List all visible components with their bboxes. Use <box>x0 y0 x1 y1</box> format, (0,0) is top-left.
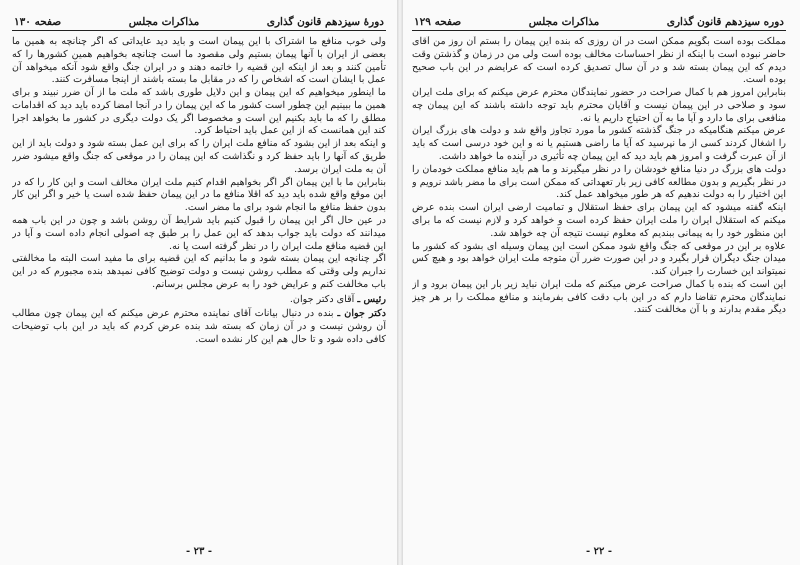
book-gutter <box>397 0 403 565</box>
paragraph: ما اینطور میخواهیم که این پیمان و این دلایل طوری باشد که ملت ما از آن ضرر نبیند و برای همین ما ببینیم این چطور است کشور ما که این پیمان را در آنجا امضا کرده باید دید که اقدامات مطلق را که ما باید بکنیم این است و مخصوصا اگر یک دولت دیگری در کشور ما بخواهد اجرا کند این همانست که از این عمل باید احتیاط کرد. <box>12 87 386 137</box>
page-number: - ۲۲ - <box>585 546 612 557</box>
header-title: دوره سیزدهم قانون گذاری <box>666 16 784 28</box>
paragraph: بنابراین امروز هم با کمال صراحت در حضور نمایندگان محترم عرض میکنم که برای ملت ایران سود و صلاحی در این پیمان نیست و آقایان محترم باید توجه داشته باشند که این پیمان چه منافعی برای ما دارد و آیا ما به آن احتیاج داریم یا نه. <box>412 87 786 124</box>
header-center: مذاکرات مجلس <box>528 16 600 28</box>
running-head <box>412 6 786 31</box>
paragraph: عرض میکنم هنگامیکه در جنگ گذشته کشور ما مورد تجاوز واقع شد و دولت های بزرگ ایران را اشغال کردند کسی از ما نپرسید که آیا ما راضی هستیم یا نه و این خود درسی است که باید از آن عبرت گرفت و امروز هم باید دید که این پیمان چه تأثیری در آینده ما خواهد داشت. <box>412 125 786 163</box>
page-number: - ۲۳ - <box>185 546 212 557</box>
paragraph: علاوه بر این در موقعی که جنگ واقع شود ممکن است این پیمان وسیله ای بشود که کشور ما میدان جنگ دیگران قرار بگیرد و در این صورت ضرر آن متوجه ملت ایران خواهد بود و هیچ کس نمیتواند این خسارت را جبران کند. <box>412 240 786 278</box>
speaker-entry <box>12 308 386 346</box>
speaker-text: آقای دکتر جوان. <box>289 293 355 305</box>
paragraph: مملکت بوده است بگویم ممکن است در آن روزی که بنده این پیمان را بستم آن روز من آقای حاضر نبوده است با اینکه از نظر احساسات مخالف بوده است ولی من در زمان و گذشتن وقت دیدم که این پیمان بسته شد و در آن سال تصدیق کرده است که عرایضم در این باب صحیح بوده است. <box>412 36 786 86</box>
header-page-label: صفحه ۱۳۰ <box>14 16 62 28</box>
header-center: مذاکرات مجلس <box>128 16 200 28</box>
speaker-entry <box>12 294 386 307</box>
paragraph: بنابراین ما با این پیمان اگر اگر بخواهیم اقدام کنیم ملت ایران مخالف است و این کار را که در این موقع واقع شده باید دید که اقلا منافع ما در این پیمان حفظ شده است یا خیر و اگر این کار بدون حفظ منافع ما انجام شود برای ما مضر است. <box>12 176 386 214</box>
header-page-label: صفحه ۱۲۹ <box>414 16 462 28</box>
paragraph: اینکه گفته میشود که این پیمان برای حفظ استقلال و تمامیت ارضی ایران است بنده عرض میکنم که استقلال ایران را ملت ایران حفظ کرده است و خواهد کرد و لازم نیست که ما برای این منظور خود را به پیمانی ببندیم که معلوم نیست نتیجه آن چه خواهد شد. <box>412 202 786 239</box>
header-title: دورهٔ سیزدهم قانون گذاری <box>266 16 384 28</box>
paragraph: دولت های بزرگ در دنیا منافع خودشان را در نظر میگیرند و ما هم باید منافع مملکت خودمان را در نظر بگیریم و بدون مطالعه کافی زیر بار تعهداتی که ممکن است برای ما مضر باشد نرویم و این اختیار را به دولت ندهیم که هر طور میخواهد عمل کند. <box>412 163 786 201</box>
paragraph: این است که بنده با کمال صراحت عرض میکنم که ملت ایران نباید زیر بار این پیمان برود و از نمایندگان محترم تقاضا دارم که در این باب دقت کافی بفرمایند و منافع مملکت را بر هر چیز دیگر مقدم بدارند و با آن مخالفت کنند. <box>412 278 786 316</box>
page-body <box>412 36 786 532</box>
page-body <box>12 36 386 532</box>
running-head <box>12 6 386 31</box>
paragraph: اگر چنانچه این پیمان بسته شود و ما بدانیم که این قضیه برای ما مفید است البته ما مخالفتی نداریم ولی وقتی که مطلب روشن نیست و دولت توضیح کافی نمیدهد بنده مجبورم که در این باب مخالفت کنم و عرایض خود را به عرض مجلس برسانم. <box>12 253 386 290</box>
speaker-name: دکتر جوان ـ <box>337 308 386 320</box>
left-page <box>6 6 392 559</box>
speaker-text: بنده در دنبال بیانات آقای نماینده محترم عرض میکنم که این پیمان چون مطالب آن روشن نیست و در آن زمان که بسته شد بنده عرض کردم که باید در این باب توضیحات کافی داده شود و تا حال هم این کار نشده است. <box>12 308 386 345</box>
paragraph: ولی خوب منافع ما اشتراک با این پیمان است و باید دید عایداتی که اگر چنانچه به همین ما بعضی از ایران با آنها پیمان بستیم ولی مقصود ما است چنانچه بخواهیم همین کشورها را که تأمین کنند و بعد از اینکه این قضیه را خاتمه دهند و در ایران جنگ واقع شود آنکه میخواهد آن عمل با ایشان است که اشخاص را که در مقابل ما بسته باشند از اینجا مسافرت کنند. <box>12 36 386 86</box>
speaker-name: رئیس ـ <box>357 293 386 305</box>
paragraph: در عین حال اگر این پیمان را قبول کنیم باید شرایط آن روشن باشد و چون در این باب همه میدانند که دولت باید جواب بدهد که این عمل را بر طبق چه اصولی انجام داده است و آیا در این قضیه منافع ملت ایران را در نظر گرفته است یا نه. <box>12 214 386 252</box>
paragraph: و اینکه بعد از این بشود که منافع ملت ایران را که برای این عمل بسته شود و دولت باید از این طریق که آنها را باید حفظ کرد و نگذاشت که این پیمان را در موقعی که جنگ واقع میشود ضرر آن به ملت ایران برسد. <box>12 138 386 175</box>
right-page <box>406 6 792 559</box>
